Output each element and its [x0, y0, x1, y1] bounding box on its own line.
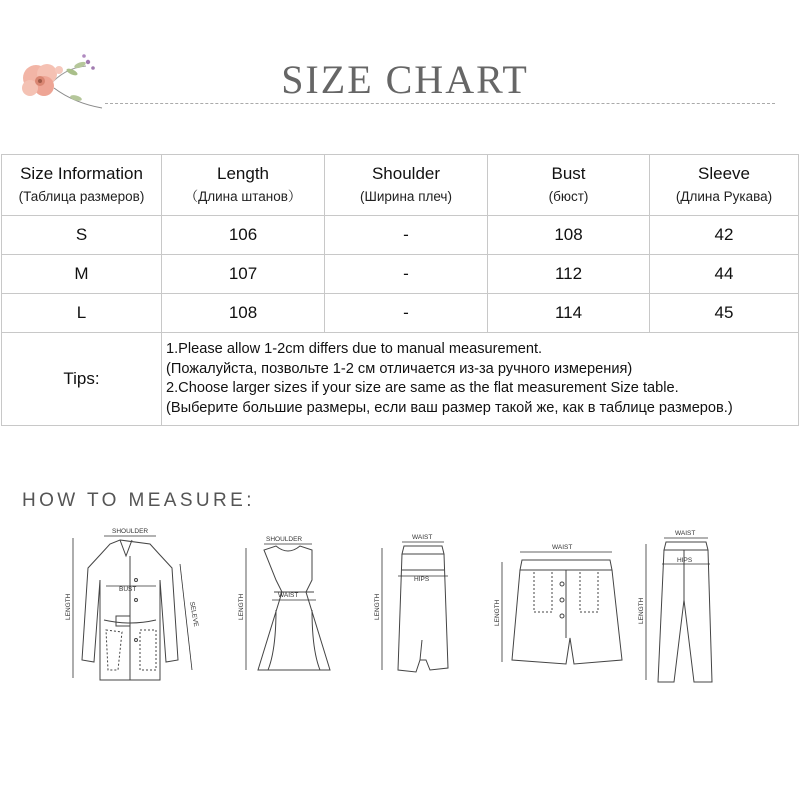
header-sleeve: Sleeve (Длина Рукава) [650, 155, 799, 216]
skirt-length-label: LENGTH [374, 593, 381, 620]
shoulder-cell: - [325, 255, 488, 294]
table-row [2, 216, 799, 255]
how-to-measure-heading: HOW TO MEASURE: [22, 490, 255, 511]
length-cell: 107 [162, 255, 325, 294]
title-divider [105, 103, 775, 104]
dress-waist-label: WAIST [278, 592, 299, 599]
dress-length-label: LENGTH [238, 593, 245, 620]
skirt-figure [398, 546, 448, 672]
tips-row [2, 333, 799, 426]
length-cell: 108 [162, 294, 325, 333]
tip-line: 1.Please allow 1-2cm differs due to manual measurement. [166, 341, 543, 357]
header-shoulder: Shoulder (Ширина плеч) [325, 155, 488, 216]
sleeve-cell: 45 [650, 294, 799, 333]
bust-cell: 114 [488, 294, 650, 333]
bust-cell: 112 [488, 255, 650, 294]
shorts-figure [512, 560, 622, 664]
skirt-hips-label: HIPS [414, 576, 430, 583]
table-header-row [2, 155, 799, 216]
jacket-bust-label: BUST [119, 586, 137, 593]
shorts-length-label: LENGTH [494, 599, 501, 626]
shorts-waist-label: WAIST [552, 544, 573, 551]
length-cell: 106 [162, 216, 325, 255]
pants-waist-label: WAIST [675, 530, 696, 537]
flower-decoration-icon [14, 48, 104, 112]
table-row [2, 294, 799, 333]
skirt-waist-label: WAIST [412, 534, 433, 541]
dress-figure [258, 546, 330, 670]
sleeve-cell: 44 [650, 255, 799, 294]
size-cell: L [2, 294, 162, 333]
tip-line: 2.Choose larger sizes if your size are same as the flat measurement Size table. [166, 380, 679, 396]
header-bust: Bust (бюст) [488, 155, 650, 216]
header-length: Length （Длина штанов） [162, 155, 325, 216]
header-size-information: Size Information (Таблица размеров) [2, 155, 162, 216]
tip-line: (Выберите большие размеры, если ваш размер такой же, как в таблице размеров.) [166, 399, 733, 416]
measurement-figures [0, 520, 800, 700]
jacket-length-label: LENGTH [65, 593, 72, 620]
header [0, 0, 800, 130]
size-table [1, 154, 799, 426]
dress-shoulder-label: SHOULDER [266, 536, 303, 543]
page-title: SIZE CHART [281, 57, 529, 102]
jacket-shoulder-label: SHOULDER [112, 528, 149, 535]
pants-length-label: LENGTH [638, 597, 645, 624]
shoulder-cell: - [325, 294, 488, 333]
pants-hips-label: HIPS [677, 557, 693, 564]
sleeve-cell: 42 [650, 216, 799, 255]
table-row [2, 255, 799, 294]
size-cell: S [2, 216, 162, 255]
tips-text [162, 333, 799, 426]
tip-line: (Пожалуйста, позвольте 1-2 см отличается из-за ручного измерения) [166, 360, 633, 377]
bust-cell: 108 [488, 216, 650, 255]
tips-label: Tips: [2, 333, 162, 426]
shoulder-cell: - [325, 216, 488, 255]
jacket-figure [82, 540, 178, 680]
size-cell: M [2, 255, 162, 294]
jacket-sleeve-label: SELEVE [188, 601, 200, 628]
